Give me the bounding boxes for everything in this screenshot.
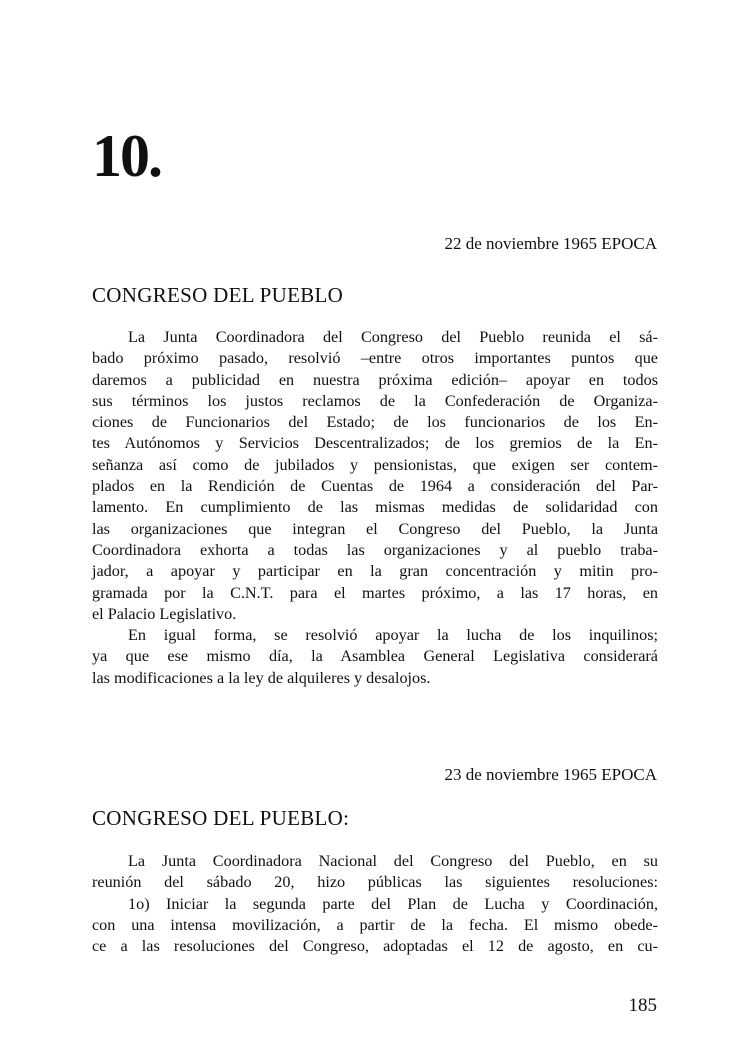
body-line: ce a las resoluciones del Congreso, adoptadas el 12 de agosto, en cu- [92, 937, 658, 956]
body-line: plados en la Rendición de Cuentas de 1964 a consideración del Par- [92, 477, 658, 496]
body-line: daremos a publicidad en nuestra próxima edición– apoyar en todos [92, 370, 658, 389]
body-line: Coordinadora exhorta a todas las organizaciones y al pueblo traba- [92, 540, 658, 559]
body-line: gramada por la C.N.T. para el martes próximo, a las 17 horas, en [92, 583, 658, 602]
chapter-number: 10. [92, 123, 161, 189]
body-line: reunión del sábado 20, hizo públicas las siguientes resoluciones: [92, 873, 658, 892]
body-line: las organizaciones que integran el Congreso del Pueblo, la Junta [92, 519, 658, 538]
section-1-date: 22 de noviembre 1965 EPOCA [444, 234, 657, 253]
body-line: tes Autónomos y Servicios Descentralizados; de los gremios de la En- [92, 434, 658, 453]
body-line: ciones de Funcionarios del Estado; de los funcionarios de los En- [92, 413, 658, 432]
section-2-body [92, 851, 658, 957]
body-line: señanza así como de jubilados y pensionistas, que exigen ser contem- [92, 455, 658, 474]
body-line: con una intensa movilización, a partir de la fecha. El mismo obede- [92, 915, 658, 934]
page-number: 185 [628, 995, 657, 1016]
section-1-heading: CONGRESO DEL PUEBLO [92, 283, 344, 307]
body-line: La Junta Coordinadora del Congreso del Pueblo reunida el sá- [128, 328, 658, 346]
section-2-date: 23 de noviembre 1965 EPOCA [444, 765, 657, 784]
body-line: lamento. En cumplimiento de las mismas medidas de solidaridad con [92, 498, 658, 517]
body-line: las modificaciones a la ley de alquileres y desalojos. [92, 668, 431, 687]
body-line: jador, a apoyar y participar en la gran concentración y mitin pro- [92, 562, 658, 581]
body-line: el Palacio Legislativo. [92, 604, 237, 623]
body-line: ya que ese mismo día, la Asamblea General Legislativa considerará [92, 647, 658, 666]
body-line: En igual forma, se resolvió apoyar la lucha de los inquilinos; [128, 626, 658, 645]
section-1-body [92, 327, 658, 689]
body-line: 1o) Iniciar la segunda parte del Plan de Lucha y Coordinación, [128, 894, 658, 913]
body-line: sus términos los justos reclamos de la Confederación de Organiza- [92, 391, 658, 410]
section-2-heading: CONGRESO DEL PUEBLO: [92, 806, 350, 830]
body-line: bado próximo pasado, resolvió –entre otros importantes puntos que [92, 349, 658, 368]
body-line: La Junta Coordinadora Nacional del Congreso del Pueblo, en su [128, 852, 658, 870]
